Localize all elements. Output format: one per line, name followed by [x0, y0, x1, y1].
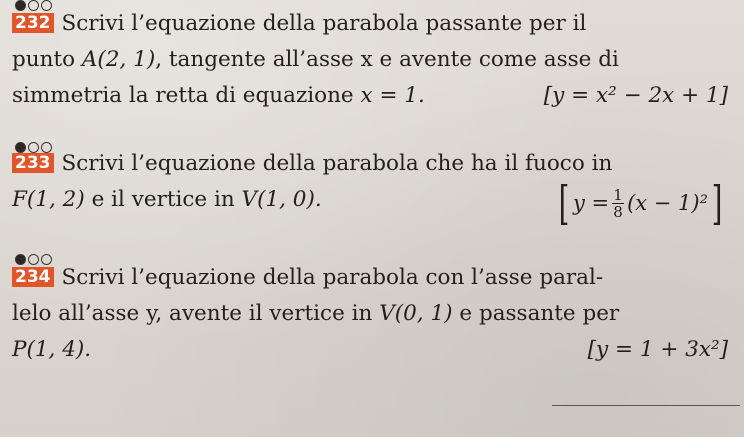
exercise-233-line-1: 233 Scrivi l’equazione della parabola che ha il fuoco in	[12, 146, 734, 182]
exercise-234-line-2: lelo all’asse y, avente il vertice in V(0, 1) e passante per	[12, 301, 620, 326]
exercise-232	[12, 0, 734, 114]
exercise-232-line-1: 232 Scrivi l’equazione della parabola passante per il	[12, 6, 734, 42]
divider-line	[552, 405, 740, 406]
exercise-232-line-3: simmetria la retta di equazione x = 1. [y = x² − 2x + 1]	[12, 78, 734, 114]
exercise-233-answer: [ y = $\frac{1}{8}$ (x − 1)² ]	[558, 176, 723, 230]
exercise-233-line-2: F(1, 2) e il vertice in V(1, 0). [ y = $\frac{1}{8}$ (x − 1)² ]	[12, 182, 734, 222]
exercise-232-line-2: punto A(2, 1), tangente all’asse x e avente come asse di	[12, 47, 619, 72]
exercise-234-line-1: 234 Scrivi l’equazione della parabola con l’asse paral-	[12, 260, 734, 296]
exercise-234	[12, 252, 734, 368]
exercise-234-answer: [y = 1 + 3x²]	[587, 337, 728, 362]
fraction: $\frac{1}{8}$	[613, 185, 623, 221]
exercise-234-line-3: P(1, 4). [y = 1 + 3x²]	[12, 332, 734, 368]
exercise-232-answer: [y = x² − 2x + 1]	[543, 83, 728, 108]
exercise-number-badge: 233	[12, 153, 54, 173]
exercise-number-badge: 232	[12, 13, 54, 33]
exercise-233	[12, 140, 734, 230]
exercise-number-badge: 234	[12, 267, 54, 287]
